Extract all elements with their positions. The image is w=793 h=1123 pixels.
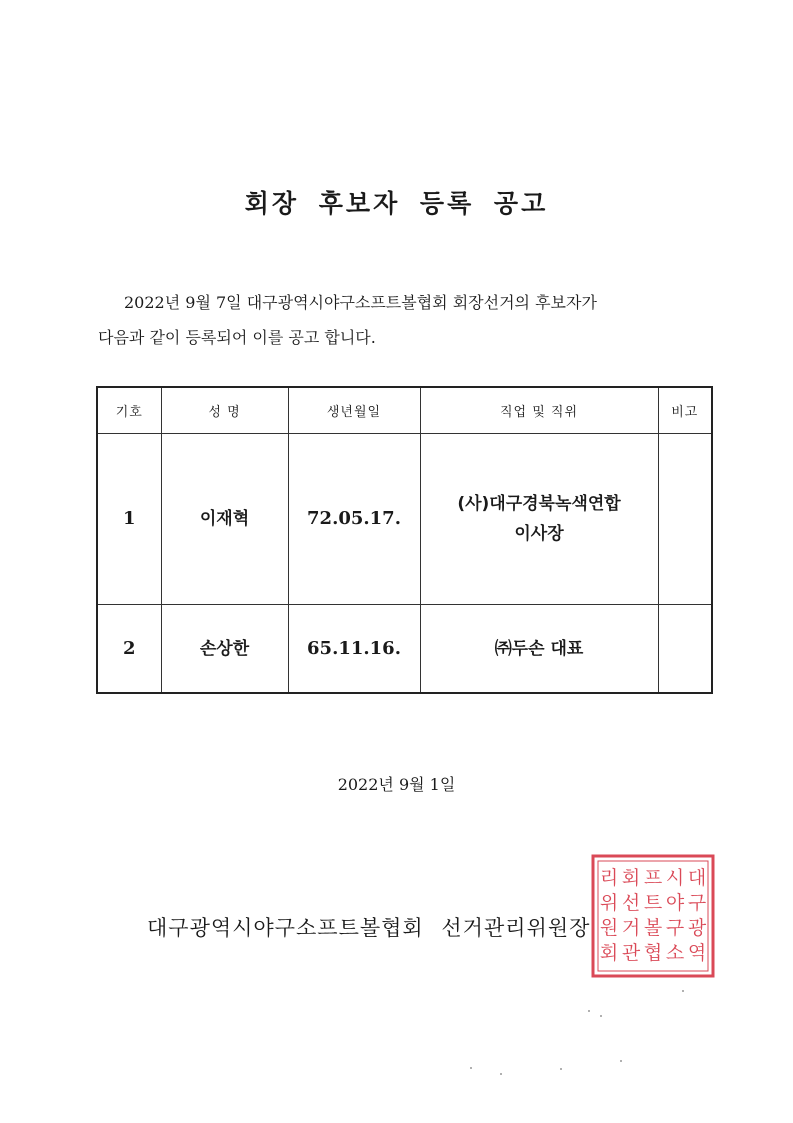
seal-glyph: 볼	[643, 917, 663, 939]
seal-glyph: 시	[665, 867, 685, 889]
seal-glyph: 역	[687, 942, 707, 964]
document-title: 회장 후보자 등록 공고	[244, 189, 549, 218]
candidates-table	[96, 386, 713, 694]
table-header-row	[97, 387, 712, 434]
seal-glyph: 구	[665, 917, 685, 939]
table-row	[97, 605, 712, 693]
candidate-number: 2	[97, 605, 161, 693]
occupation-line-1: (사)대구경북녹색연합	[457, 494, 621, 515]
candidate-name: 이재혁	[161, 434, 288, 605]
seal-glyph: 트	[643, 892, 663, 914]
seal-glyph: 대	[687, 867, 707, 889]
seal-glyph: 회	[599, 942, 619, 964]
seal-glyph: 협	[643, 942, 663, 964]
candidate-name: 손상한	[161, 605, 288, 693]
announcement-date: 2022년 9월 1일	[337, 775, 456, 794]
seal-glyph: 거	[621, 917, 641, 939]
header-birthdate: 생년월일	[288, 387, 420, 434]
seal-glyph: 구	[687, 892, 707, 914]
header-note: 비고	[658, 387, 712, 434]
seal-glyph: 선	[621, 892, 641, 914]
header-number: 기호	[97, 387, 161, 434]
candidate-number: 1	[97, 434, 161, 605]
candidate-note	[658, 605, 712, 693]
candidate-birthdate: 72.05.17.	[288, 434, 420, 605]
seal-glyph: 관	[621, 942, 641, 964]
seal-glyph: 야	[665, 892, 685, 914]
seal-glyph: 회	[621, 867, 641, 889]
official-seal-icon	[590, 853, 716, 979]
intro-line-1: 2022년 9월 7일 대구광역시야구소프트볼협회 회장선거의 후보자가	[124, 293, 597, 312]
header-name: 성 명	[161, 387, 288, 434]
intro-line-2: 다음과 같이 등록되어 이를 공고 합니다.	[98, 328, 376, 347]
candidate-note	[658, 434, 712, 605]
intro-paragraph	[98, 285, 708, 355]
seal-glyph: 광	[687, 917, 707, 939]
seal-glyph: 원	[599, 917, 619, 939]
seal-glyph: 리	[599, 867, 619, 889]
table-row	[97, 434, 712, 605]
issuing-organization: 대구광역시야구소프트볼협회 선거관리위원장	[147, 916, 591, 940]
seal-glyph: 위	[599, 892, 619, 914]
candidate-occupation	[420, 434, 658, 605]
header-occupation: 직업 및 직위	[420, 387, 658, 434]
candidate-occupation: ㈜두손 대표	[420, 605, 658, 693]
seal-glyph: 프	[643, 867, 663, 889]
occupation-line-2: 이사장	[514, 524, 564, 545]
seal-glyph: 소	[665, 942, 685, 964]
candidate-birthdate: 65.11.16.	[288, 605, 420, 693]
